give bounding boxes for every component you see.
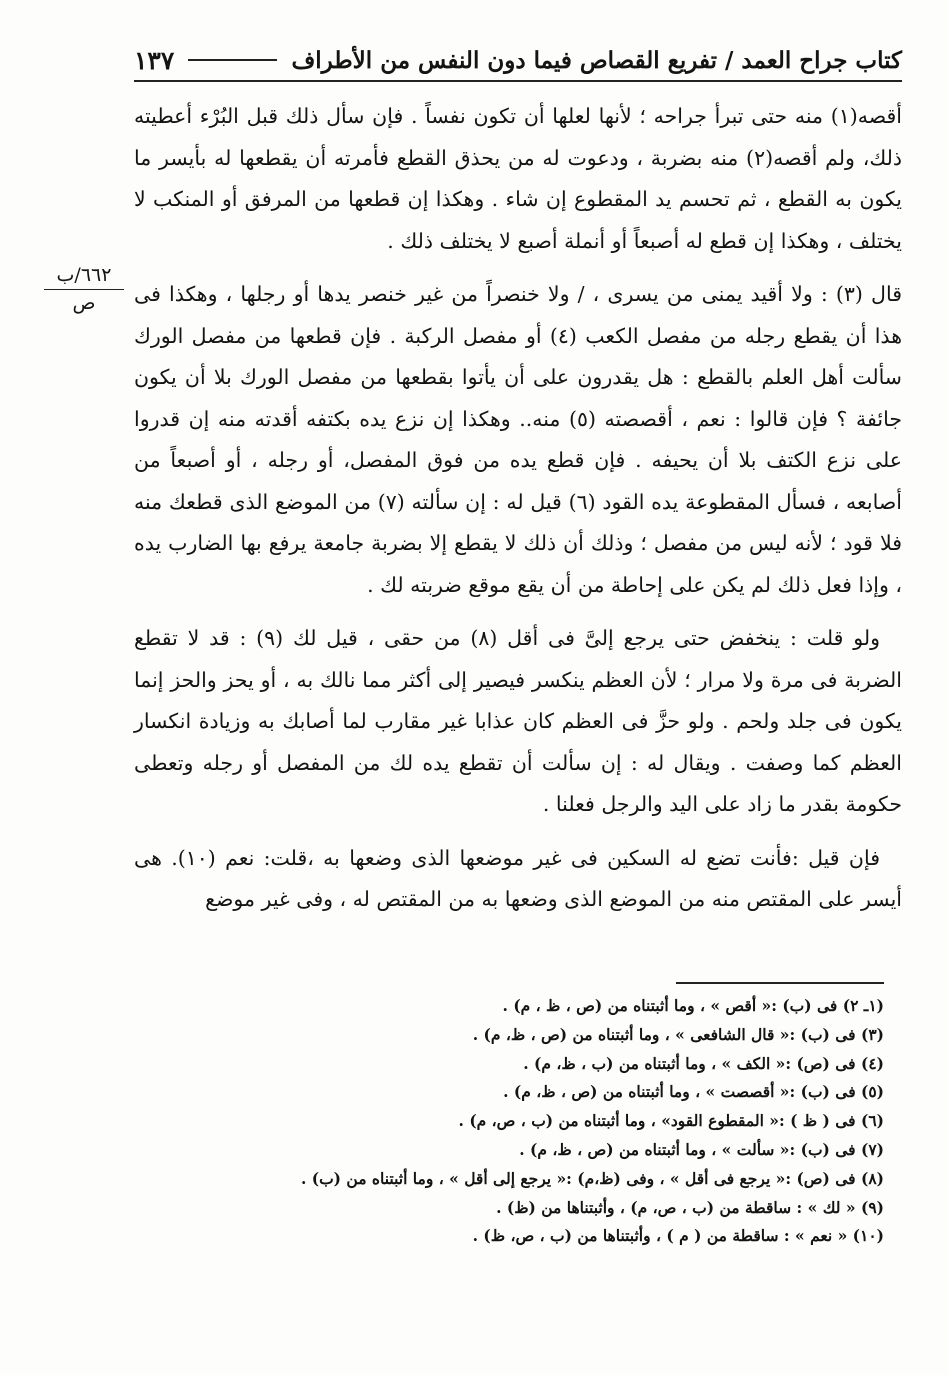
paragraph-3: ولو قلت : ينخفض حتى يرجع إلىَّ فى أقل (٨) من حقى ، قيل لك (٩) : قد لا تقطع الضربة فى مرة ولا مرار ؛ لأن العظم ينكسر فيصير إلى أكثر مما نالك به ، أو يحز والحز إنما يكون فى جلد ولحم . ولو حزَّ فى العظم كان عذابا غير مقارب لما أصابك به وزيادة انكسار العظم كما وصفت . ويقال له : إن سألت أن تقطع يده لك من المفصل أو رجله وتعطى حكومة بقدر ما زاد على اليد والرجل فعلنا . [134, 626, 902, 816]
running-header [134, 40, 902, 82]
footnote: (٥) فى (ب) :« أقصصت » ، وما أثبتناه من (ص ، ظ، م) . [503, 1082, 884, 1102]
footnote: (٧) فى (ب) :« سألت » ، وما أثبتناه من (ص ، ظ، م) . [519, 1139, 884, 1159]
footnotes-list [134, 992, 884, 1251]
folio-reference: ٦٦٢/ب [44, 262, 124, 290]
footnote-separator [676, 982, 884, 984]
paragraph-1: أقصه(١) منه حتى تبرأ جراحه ؛ لأنها لعلها أن تكون نفساً . فإن سأل ذلك قبل البُرْء أعطيته ذلك، ولم أقصه(٢) منه بضربة ، ودعوت له من يحذق القطع فأمرته أن يقطعها له بأيسر ما يكون به القطع ، ثم تحسم يد المقطوع إن شاء . وهكذا إن قطعها من المرفق أو المنكب لا يختلف ، وهكذا إن قطع له أصبعاً أو أنملة أصبع لا يختلف ذلك . [134, 104, 902, 253]
footnote: (٨) فى (ص) :« يرجع فى أقل » ، وفى (ظ،م) :« يرجع إلى أقل » ، وما أثبتناه من (ب) . [300, 1168, 884, 1188]
footnote: (١٠) « نعم » : ساقطة من ( م ) ، وأثبتناها من (ب ، ص، ظ) . [472, 1226, 884, 1246]
header-dash-rule [188, 59, 277, 61]
page-number: ١٣٧ [134, 45, 175, 75]
footnote: (٤) فى (ص) :« الكف » ، وما أثبتناه من (ب ، ظ، م) . [523, 1053, 884, 1073]
margin-folio-note [44, 262, 124, 316]
footnote: (٣) فى (ب) :« قال الشافعى » ، وما أثبتناه من (ص ، ظ، م) . [472, 1024, 884, 1044]
paragraph-2: قال (٣) : ولا أقيد يمنى من يسرى ، / ولا خنصراً من غير خنصر يدها أو رجلها ، وهكذا فى هذا أن يقطع رجله من مفصل الكعب (٤) أو مفصل الركبة . فإن قطعها من مفصل الورك سألت أهل العلم بالقطع : هل يقدرون على أن يأتوا بقطعها من مفصل الورك بلا أن يكون جائفة ؟ فإن قالوا : نعم ، أقصصته (٥) منه.. وهكذا إن نزع يده بكتفه أقدته منه إن قدروا على نزع الكتف بلا أن يحيفه . فإن قطع يده من فوق المفصل، أو رجله ، أو أصبعاً من أصابعه ، فسأل المقطوعة يده القود (٦) قيل له : إن سألته (٧) من الموضع الذى قطعك منه فلا قود ؛ لأنه ليس من مفصل ؛ وذلك أن ذلك لا يقطع إلا بضربة جامعة يرفع بها الضارب يده ، وإذا فعل ذلك لم يكن على إحاطة من أن يقع موقع ضربته لك . [134, 282, 903, 597]
header-title: كتاب جراح العمد / تفريع القصاص فيما دون النفس من الأطراف [291, 46, 902, 74]
main-text [134, 96, 902, 921]
footnote: (١ـ ٢) فى (ب) :« أقص » ، وما أثبتناه من (ص ، ظ ، م) . [502, 996, 884, 1015]
paragraph-4: فإن قيل :فأنت تضع له السكين فى غير موضعها الذى وضعها به ،قلت: نعم (١٠). هى أيسر على المقتص منه من الموضع الذى وضعها به من المقتص له ، وفى غير موضع [134, 845, 902, 911]
footnote: (٦) فى ( ظ ) :« المقطوع القود» ، وما أثبتناه من (ب ، ص، م) . [458, 1111, 884, 1131]
footnote: (٩) « لك » : ساقطة من (ب ، ص، م) ، وأثبتناها من (ظ) . [496, 1197, 884, 1217]
manuscript-siglum: ص [72, 292, 96, 314]
